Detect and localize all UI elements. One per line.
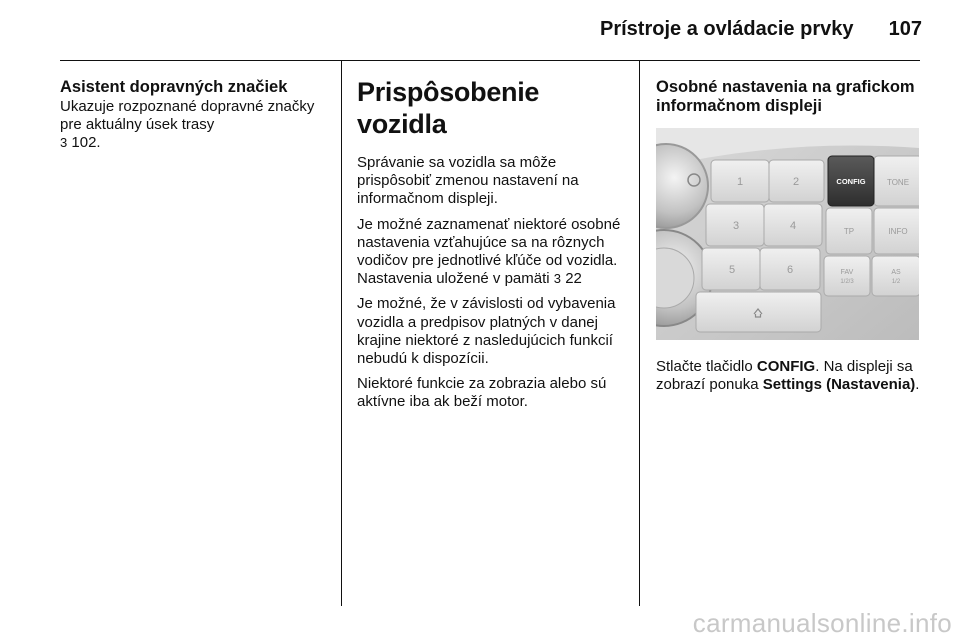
paragraph-1: Správanie sa vozidla sa môže prispôsobiť zmenou nastavení na informačnom displeji. — [357, 154, 579, 208]
photo-button-fav-label: FAV — [840, 269, 854, 276]
paragraph-2-text: Je možné zaznamenať niektoré osobné nastavenia vzťahujúce sa na rôznych vodičov pre jednotlivé kľúče od vozidla. Nastavenia uložené v pamäti — [357, 215, 621, 288]
photo-config-button-label: CONFIG — [836, 177, 866, 186]
section-heading-personal-settings: Osobné nastavenia na grafickom informačnom displeji — [656, 78, 915, 115]
reference-arrow-icon: 3 — [553, 271, 562, 287]
photo-button-as-sublabel: 1/2 — [891, 279, 901, 285]
paragraph-4: Niektoré funkcie za zobrazia alebo sú aktívne iba ak beží motor. — [357, 375, 607, 411]
photo-button-info-label: INFO — [888, 227, 908, 236]
instruction-text-middle: . Na displeji sa zobrazí ponuka — [656, 358, 913, 394]
section-heading-traffic-sign-assistant: Asistent dopravných značiek — [60, 78, 288, 96]
reference-arrow-icon: 3 — [60, 135, 68, 151]
watermark: carmanualsonline.info — [692, 608, 952, 638]
page-header-title: Prístroje a ovládacie prvky — [600, 18, 854, 40]
photo-button-2-label: 2 — [792, 176, 800, 188]
column-divider-2 — [639, 60, 640, 606]
page-reference-link[interactable]: 22 — [561, 270, 582, 288]
column-1 — [60, 78, 330, 160]
photo-button-as-label: AS — [891, 269, 901, 276]
photo-button-3-label: 3 — [732, 220, 740, 232]
instruction-text-before: Stlačte tlačidlo — [656, 358, 757, 375]
photo-button-1-label: 1 — [736, 176, 744, 188]
photo-button-4-label: 4 — [789, 220, 797, 232]
traffic-sign-assistant-text — [60, 98, 330, 153]
header-rule — [60, 60, 920, 61]
page-number: 107 — [888, 18, 922, 40]
paragraph-3: Je možné, že v závislosti od vybavenia vozidla a predpisov platných v danej krajine niektoré z nasledujúcich funkcií nebudú k dispozícii. — [357, 295, 616, 368]
section-heading-vehicle-personalization: Prispôsobenie vozidla — [357, 77, 540, 139]
instruction-text-end: . — [915, 376, 920, 394]
photo-button-tone-label: TONE — [886, 178, 910, 187]
page-reference-link[interactable]: 102. — [67, 134, 101, 152]
column-divider-1 — [341, 60, 342, 606]
config-button-name: CONFIG — [756, 358, 816, 375]
control-panel-photo — [656, 128, 919, 340]
photo-button-5-label: 5 — [728, 264, 736, 276]
photo-button-fav-sublabel: 1/2/3 — [840, 279, 854, 285]
settings-menu-name: Settings (Nastavenia) — [762, 376, 916, 394]
photo-button-6-label: 6 — [786, 264, 794, 276]
paragraph-2 — [357, 216, 627, 289]
column-2 — [357, 78, 627, 419]
column-3 — [656, 78, 924, 401]
traffic-sign-assistant-description: Ukazuje rozpoznané dopravné značky pre aktuálny úsek trasy — [60, 98, 315, 134]
config-instruction — [656, 358, 924, 394]
photo-button-tp-label: TP — [843, 227, 855, 236]
